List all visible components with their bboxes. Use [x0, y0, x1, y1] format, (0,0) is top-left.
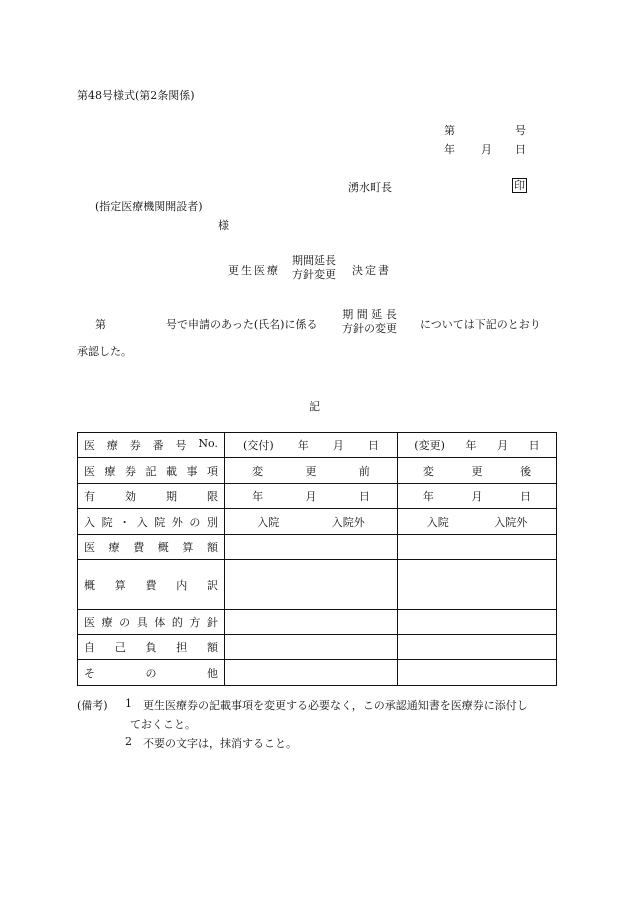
label-char: 算: [114, 578, 126, 592]
label-char: 記: [145, 464, 157, 478]
cell-part: 変: [252, 464, 264, 478]
label-char: そ: [84, 666, 95, 680]
label-char: 券: [125, 464, 136, 478]
label-char: 療: [104, 464, 116, 478]
label-char: 券: [129, 439, 141, 452]
label-char: 額: [206, 541, 218, 554]
label-char: 療: [106, 439, 118, 452]
cell-part: 年: [252, 490, 264, 503]
label-char: の: [119, 616, 131, 629]
details-table: [77, 432, 557, 686]
label-char: 具: [136, 616, 148, 629]
body-dai: 第: [95, 318, 106, 331]
body-option-extension: 期 間 延 長: [342, 308, 397, 321]
title-options: [292, 254, 336, 282]
label-char: 入: [84, 515, 95, 529]
cell-text: [225, 463, 397, 479]
label-char: 番: [152, 439, 164, 452]
label-char: 的: [171, 616, 183, 629]
row-cell-after: [398, 560, 557, 610]
label-text: [84, 514, 218, 530]
row-cell-before: [225, 433, 398, 458]
row-label-other: [78, 660, 225, 686]
table-row: [78, 458, 557, 484]
cell-part: 入院: [257, 515, 280, 529]
note-2-num: 2: [125, 735, 132, 748]
note-1-num: 1: [125, 697, 132, 710]
row-label-ticket-number: [78, 433, 225, 458]
label-char: 体: [154, 616, 166, 629]
label-char: 概: [84, 578, 95, 592]
table-row: [78, 660, 557, 686]
label-char: 療: [101, 616, 113, 629]
label-char: 針: [206, 616, 218, 629]
table-row: [78, 560, 557, 610]
cell-text: [398, 514, 556, 530]
row-label-copayment: [78, 635, 225, 660]
label-text: [84, 437, 218, 453]
label-char: の: [145, 666, 157, 680]
row-cell-after: [398, 433, 557, 458]
note-1-text-cont: ておくこと。: [130, 718, 196, 731]
label-char: 担: [176, 641, 188, 654]
number-dai: 第: [444, 124, 455, 137]
number-go: 号: [515, 124, 526, 137]
row-cell-before: [225, 535, 398, 560]
row-cell-after: [398, 509, 557, 535]
notes-heading: (備考): [77, 699, 108, 712]
cell-part: 更: [305, 464, 317, 478]
table-row: [78, 535, 557, 560]
row-cell-after: [398, 635, 557, 660]
row-cell-after: [398, 535, 557, 560]
label-char: 医: [84, 464, 95, 478]
cell-text: [398, 488, 556, 504]
label-char: 効: [125, 490, 136, 503]
row-cell-before: [225, 635, 398, 660]
row-cell-before: [225, 484, 398, 509]
row-cell-after: [398, 610, 557, 635]
cell-part: 後: [520, 464, 532, 478]
label-char: 有: [84, 490, 95, 503]
cell-text: [225, 514, 397, 530]
form-title: 第48号様式(第2条関係): [77, 89, 195, 102]
label-char: 項: [207, 464, 218, 478]
label-char: 費: [133, 541, 145, 554]
label-text: [84, 639, 218, 655]
body-option-change: 方針の変更: [342, 322, 397, 335]
cell-part: 日: [520, 490, 532, 503]
cell-part: 更: [471, 464, 483, 478]
table-row: [78, 635, 557, 660]
label-char: 号: [175, 439, 187, 452]
label-char: 他: [207, 666, 218, 680]
label-char: 額: [207, 641, 218, 654]
addressee-label: (指定医療機関開設者): [95, 200, 203, 213]
row-cell-before: [225, 660, 398, 686]
row-cell-before: [225, 610, 398, 635]
cell-part: (交付): [243, 439, 274, 452]
label-char: 医: [84, 439, 95, 452]
label-char: 費: [145, 578, 157, 592]
label-char: 己: [114, 641, 126, 654]
label-text: [84, 539, 218, 555]
cell-text: [225, 437, 397, 453]
cell-part: 年: [297, 439, 309, 452]
table-row: [78, 484, 557, 509]
title-option-extension: 期間延長: [292, 254, 336, 267]
label-char: 別: [206, 515, 218, 529]
row-cell-before: [225, 509, 398, 535]
label-char: 院: [101, 515, 113, 529]
row-label-estimated-cost: [78, 535, 225, 560]
label-char: 医: [84, 541, 95, 554]
cell-part: 日: [528, 439, 540, 452]
label-char: 入: [136, 515, 148, 529]
cell-part: 入院外: [331, 515, 365, 529]
cell-part: 入院外: [494, 515, 528, 529]
row-label-inpatient: [78, 509, 225, 535]
label-char: 負: [145, 641, 157, 654]
cell-part: 年: [465, 439, 477, 452]
cell-part: 月: [497, 439, 509, 452]
date-year: 年: [444, 143, 455, 156]
cell-part: 月: [305, 490, 317, 503]
cell-part: 月: [471, 490, 483, 503]
seal-mark: 印: [514, 179, 525, 192]
row-cell-after: [398, 458, 557, 484]
table-row: [78, 433, 557, 458]
label-char: 内: [176, 578, 188, 592]
label-char: ・: [119, 515, 131, 529]
row-cell-before: [225, 560, 398, 610]
label-text: [84, 463, 218, 479]
note-2-text: 不要の文字は，抹消すること。: [143, 737, 297, 750]
date-month: 月: [481, 143, 492, 156]
label-char: 訳: [207, 578, 218, 592]
label-char: 方: [189, 616, 201, 629]
date-day: 日: [515, 143, 526, 156]
row-label-validity: [78, 484, 225, 509]
label-char: 外: [171, 515, 183, 529]
row-label-ticket-entries: [78, 458, 225, 484]
body-line2: 承認した。: [77, 345, 132, 358]
label-char: 院: [154, 515, 166, 529]
cell-part: 年: [422, 490, 434, 503]
cell-text: [398, 463, 556, 479]
title-prefix: 更生医療: [228, 264, 280, 277]
label-char: 載: [166, 464, 177, 478]
body-tail: については下記のとおり: [420, 318, 541, 331]
title-option-change: 方針変更: [292, 268, 336, 281]
issuer-name: 湧水町長: [348, 181, 392, 194]
cell-part: 日: [367, 439, 379, 452]
cell-part: 前: [358, 464, 370, 478]
body-options: [342, 308, 397, 336]
label-text: [84, 577, 218, 593]
label-char: 限: [207, 490, 218, 503]
label-text: [84, 614, 218, 630]
label-char: 算: [182, 541, 194, 554]
label-text: [84, 665, 218, 681]
label-char: 自: [84, 641, 95, 654]
cell-text: [225, 488, 397, 504]
row-cell-after: [398, 484, 557, 509]
cell-part: (変更): [414, 439, 445, 452]
row-cell-after: [398, 660, 557, 686]
row-cell-before: [225, 458, 398, 484]
cell-part: 変: [422, 464, 434, 478]
row-label-cost-breakdown: [78, 560, 225, 610]
cell-part: 月: [332, 439, 344, 452]
note-1-text: 更生医療券の記載事項を変更する必要なく，この承認通知書を医療券に添付し: [143, 699, 528, 712]
cell-text: [398, 437, 556, 453]
body-mid: 号で申請のあった(氏名)に係る: [166, 318, 318, 331]
row-label-treatment-policy: [78, 610, 225, 635]
addressee-sama: 様: [218, 219, 229, 232]
table-row: [78, 509, 557, 535]
label-char: No.: [198, 437, 218, 450]
label-text: [84, 488, 218, 504]
title-suffix: 決定書: [352, 264, 391, 277]
label-char: 療: [108, 541, 120, 554]
label-char: の: [189, 515, 201, 529]
cell-part: 入院: [426, 515, 449, 529]
table-row: [78, 610, 557, 635]
cell-part: 日: [358, 490, 370, 503]
label-char: 概: [157, 541, 169, 554]
label-char: 期: [166, 490, 177, 503]
label-char: 事: [186, 464, 198, 478]
label-char: 医: [84, 616, 95, 629]
ki-heading: 記: [309, 400, 320, 413]
